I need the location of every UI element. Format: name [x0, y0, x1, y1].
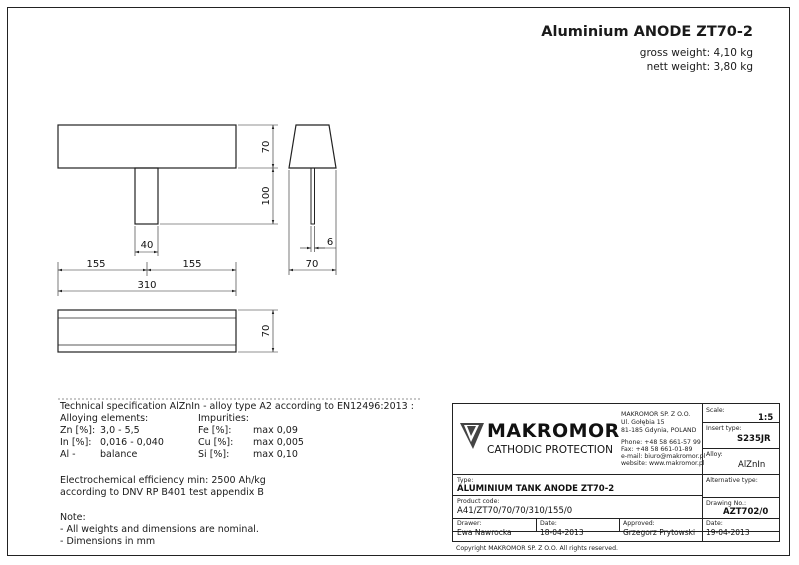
impurities-label: Impurities:	[198, 413, 250, 424]
imp-cu-value: max 0,005	[253, 437, 304, 448]
front-stem	[135, 168, 158, 224]
address-line-2: Ul. Gołębia 15	[621, 419, 665, 426]
nett-weight: nett weight: 3,80 kg	[646, 61, 753, 73]
drawing-title: Aluminium ANODE ZT70-2	[541, 24, 753, 40]
type-label: Type:	[457, 477, 474, 484]
alloy-zn-label: Zn [%]:	[60, 425, 96, 436]
note-title: Note:	[60, 512, 86, 523]
side-insert	[311, 168, 315, 224]
insert-label: Insert type:	[706, 425, 742, 432]
date2-label: Date:	[706, 520, 723, 527]
note-2: - Dimensions in mm	[60, 536, 156, 547]
dim-right-half: 155	[182, 259, 202, 270]
title-block	[452, 403, 780, 542]
gross-weight: gross weight: 4,10 kg	[639, 47, 753, 59]
bottom-view-outer	[58, 310, 236, 352]
dim-left-half: 155	[86, 259, 106, 270]
date1-label: Date:	[540, 520, 557, 527]
alloy-zn-value: 3,0 - 5,5	[100, 425, 140, 436]
scale-value: 1:5	[758, 413, 774, 423]
insert-value: S235JR	[737, 434, 771, 444]
dim-bottom-height: 70	[261, 324, 272, 338]
date2-value: 19-04-2013	[706, 528, 750, 537]
approved-label: Approved:	[623, 520, 655, 527]
alloying-label: Alloying elements:	[60, 413, 149, 424]
alloy-in-value: 0,016 - 0,040	[100, 437, 164, 448]
dim-stem-width: 40	[140, 240, 154, 251]
front-flange	[58, 125, 236, 168]
fax: Fax: +48 58 661-01-89	[621, 446, 693, 453]
imp-si-label: Si [%]:	[198, 449, 230, 460]
alloy-in-label: In [%]:	[60, 437, 92, 448]
imp-si-value: max 0,10	[253, 449, 298, 460]
imp-fe-label: Fe [%]:	[198, 425, 232, 436]
alloy-label: Alloy:	[706, 451, 723, 458]
imp-cu-label: Cu [%]:	[198, 437, 234, 448]
alloy-value: AlZnIn	[738, 460, 766, 470]
alternative-type-label: Alternative type:	[706, 477, 758, 484]
dim-total-length: 310	[137, 280, 157, 291]
type-value: ALUMINIUM TANK ANODE ZT70-2	[457, 484, 615, 494]
address-line-1: MAKROMOR SP. Z O.O.	[621, 411, 691, 418]
alloy-al-label: Al -	[60, 449, 76, 460]
imp-fe-value: max 0,09	[253, 425, 298, 436]
efficiency-line-1: Electrochemical efficiency min: 2500 Ah/kg	[60, 475, 266, 486]
alloy-al-value: balance	[100, 449, 138, 460]
makromor-logo-icon	[459, 420, 485, 450]
dim-side-width: 70	[305, 259, 319, 270]
approved-value: Grzegorz Prytowski	[623, 528, 696, 537]
phone: Phone: +48 58 661-57 99	[621, 439, 701, 446]
spec-heading: Technical specification AlZnIn - alloy type A2 according to EN12496:2013 :	[60, 401, 414, 412]
address-line-3: 81-185 Gdynia, POLAND	[621, 427, 697, 434]
drawer-value: Ewa Nawrocka	[457, 528, 512, 537]
product-code-value: A41/ZT70/70/70/310/155/0	[457, 506, 573, 516]
copyright: Copyright MAKROMOR SP. Z O.O. All rights reserved.	[456, 545, 618, 552]
side-trapezoid	[289, 125, 336, 168]
drawer-label: Drawer:	[457, 520, 482, 527]
company-division: CATHODIC PROTECTION	[487, 444, 614, 456]
website: website: www.makromor.pl	[621, 460, 705, 467]
date1-value: 18-04-2013	[540, 528, 584, 537]
company-name: MAKROMOR	[487, 420, 620, 442]
product-code-label: Product code:	[457, 498, 500, 505]
efficiency-line-2: according to DNV RP B401 test appendix B	[60, 487, 264, 498]
dim-side-thickness: 6	[326, 237, 334, 248]
note-1: - All weights and dimensions are nominal.	[60, 524, 259, 535]
drawing-no-value: AZT702/0	[723, 507, 769, 517]
email: e-mail: biuro@makromor.pl	[621, 453, 706, 460]
scale-label: Scale:	[706, 407, 725, 414]
dim-front-stem-height: 100	[261, 186, 272, 206]
dim-front-flange-height: 70	[261, 140, 272, 154]
drawing-no-label: Drawing No.:	[706, 500, 747, 507]
